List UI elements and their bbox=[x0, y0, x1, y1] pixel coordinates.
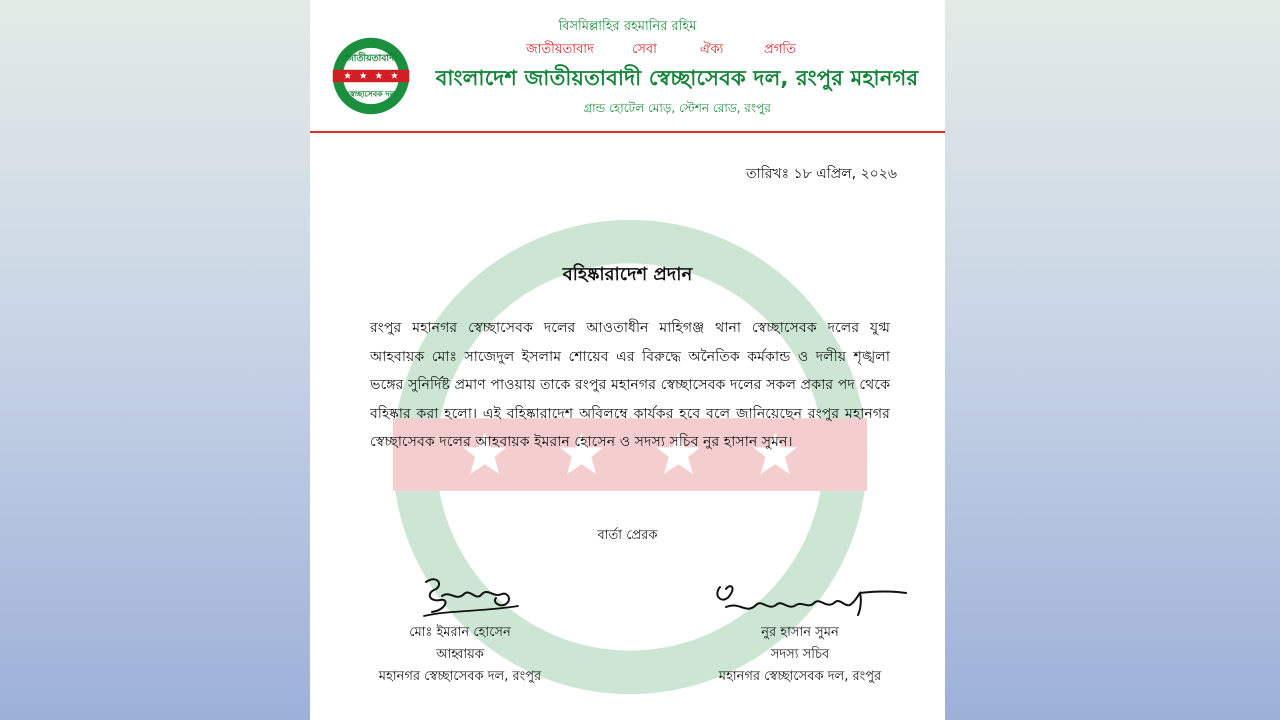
signatory-convener-role: আহ্বায়ক bbox=[436, 647, 484, 662]
logo-text-bottom: স্বেচ্ছাসেবক দল bbox=[346, 89, 396, 99]
signatory-secretary-name: নুর হাসান সুমন bbox=[761, 625, 839, 640]
header-divider bbox=[310, 131, 945, 133]
signature-right-icon bbox=[710, 575, 908, 621]
signatory-convener-org: মহানগর স্বেচ্ছাসেবক দল, রংপুর bbox=[378, 669, 542, 684]
motto-nationalism: জাতীয়তাবাদ bbox=[526, 42, 594, 57]
document-title: বহিষ্কারাদেশ প্রদান bbox=[562, 264, 693, 285]
press-release-document bbox=[310, 0, 945, 720]
motto-service: সেবা bbox=[632, 42, 657, 57]
organization-logo-icon bbox=[332, 37, 410, 115]
logo-text-top: জাতীয়তাবাদী bbox=[345, 53, 397, 65]
bismillah-line: বিসমিল্লাহির রহমানির রহিম bbox=[558, 19, 697, 34]
organization-name: বাংলাদেশ জাতীয়তাবাদী স্বেচ্ছাসেবক দল, রংপুর মহানগর bbox=[435, 66, 919, 90]
signatory-convener-name: মোঃ ইমরান হোসেন bbox=[409, 625, 511, 640]
sender-label: বার্তা প্রেরক bbox=[597, 528, 658, 543]
signatory-secretary-role: সদস্য সচিব bbox=[770, 647, 830, 662]
signatory-secretary-org: মহানগর স্বেচ্ছাসেবক দল, রংপুর bbox=[718, 669, 882, 684]
date-line: তারিখঃ ১৮ এপ্রিল, ২০২৬ bbox=[746, 166, 897, 182]
motto-progress: প্রগতি bbox=[764, 42, 796, 57]
document-body: রংপুর মহানগর স্বেচ্ছাসেবক দলের আওতাধীন মাহিগঞ্জ থানা স্বেচ্ছাসেবক দলের যুগ্ম আহবায়ক মোঃ সাজেদুল ইসলাম শোয়েব এর বিরুদ্ধে অনৈতিক কর্মকান্ড ও দলীয় শৃঙ্খলা ভঙ্গের সুনির্দিষ্ট প্রমাণ পাওয়ায় তাকে রংপুর মহানগর স্বেচ্ছাসেবক দলের সকল প্রকার পদ থেকে বহিষ্কার করা হলো। এই বহিষ্কারাদেশ অবিলম্বে কার্যকর হবে বলে জানিয়েছেন রংপুর মহানগর স্বেচ্ছাসেবক দলের আহবায়ক ইমরান হোসেন ও সদস্য সচিব নুর হাসান সুমন। bbox=[370, 320, 890, 450]
motto-unity: ঐক্য bbox=[700, 42, 724, 57]
organization-address: গ্রান্ড হোটেল মোড়, স্টেশন রোড, রংপুর bbox=[583, 101, 771, 115]
signatory-member-secretary bbox=[680, 622, 920, 688]
signatory-convener bbox=[350, 622, 570, 688]
signature-left-icon bbox=[420, 572, 520, 618]
